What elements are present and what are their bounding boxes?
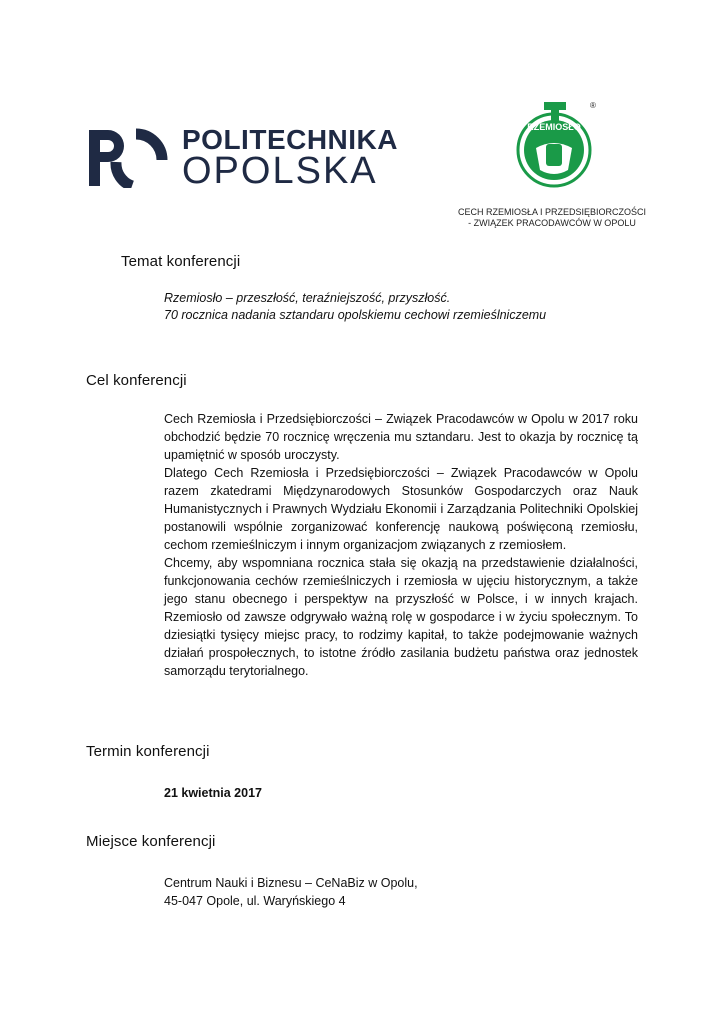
po-monogram-icon xyxy=(86,126,172,188)
logo-line-politechnika: POLITECHNIKA xyxy=(182,124,398,155)
topic-heading: Temat konferencji xyxy=(121,253,241,270)
conference-date: 21 kwietnia 2017 xyxy=(164,786,262,800)
conference-place xyxy=(164,874,418,910)
goal-body xyxy=(164,410,638,680)
cech-caption-line1: CECH RZEMIOSŁA I PRZEDSIĘBIORCZOŚCI xyxy=(457,207,647,217)
date-heading: Termin konferencji xyxy=(86,743,210,760)
place-heading: Miejsce konferencji xyxy=(86,833,216,850)
goal-paragraph: Dlatego Cech Rzemiosła i Przedsiębiorczości – Związek Pracodawców w Opolu razem zkatedrami Międzynarodowych Stosunków Gospodarczych oraz Nauk Humanistycznych i Prawnych Wydziału Ekonomii i Zarządzania Politechniki Opolskiej postanowili wspólnie zorganizować konferencję naukową poświęconą rzemiosłu, cechom rzemieślniczym i innym organizacjom związanych z rzemiosłem. xyxy=(164,466,638,552)
place-line2: 45-047 Opole, ul. Waryńskiego 4 xyxy=(164,894,346,908)
goal-heading: Cel konferencji xyxy=(86,372,187,389)
rzemioslo-badge-icon xyxy=(514,100,598,192)
politechnika-opolska-logo xyxy=(86,124,398,192)
cech-caption xyxy=(452,207,652,229)
goal-paragraph: Cech Rzemiosła i Przedsiębiorczości – Związek Pracodawców w Opolu w 2017 roku obchodzić będzie 70 rocznicę wręczenia mu sztandaru. Jest to okazja by rocznicę tą upamiętnić w sposób uroczysty. xyxy=(164,412,638,462)
registered-mark: ® xyxy=(590,101,596,110)
badge-text: RZEMIOSŁO xyxy=(527,122,581,132)
place-line1: Centrum Nauki i Biznesu – CeNaBiz w Opolu, xyxy=(164,876,418,890)
cech-caption-line2: - ZWIĄZEK PRACODAWCÓW W OPOLU xyxy=(468,218,636,228)
topic-line2: 70 rocznica nadania sztandaru opolskiemu cechowi rzemieślniczemu xyxy=(164,308,547,322)
cech-rzemiosla-logo xyxy=(514,100,598,192)
topic-line1: Rzemiosło – przeszłość, teraźniejszość, przyszłość. xyxy=(164,291,451,305)
logo-line-opolska: OPOLSKA xyxy=(182,150,378,192)
goal-paragraph: Chcemy, aby wspomniana rocznica stała się okazją na przedstawienie działalności, funkcjonowania cechów rzemieślniczych i rzemiosła w ujęciu historycznym, a także jego stanu obecnego i perspektyw na przyszłość w Polsce, i w innych krajach. Rzemiosło od zawsze odgrywało ważną rolę w gospodarce i w życiu społecznym. To dziesiątki tysięcy miejsc pracy, to rodzimy kapitał, to także podejmowanie ważnych działań prospołecznych, to istotne źródło zasilania budżetu państwa oraz jednostek samorządu terytorialnego. xyxy=(164,556,638,678)
